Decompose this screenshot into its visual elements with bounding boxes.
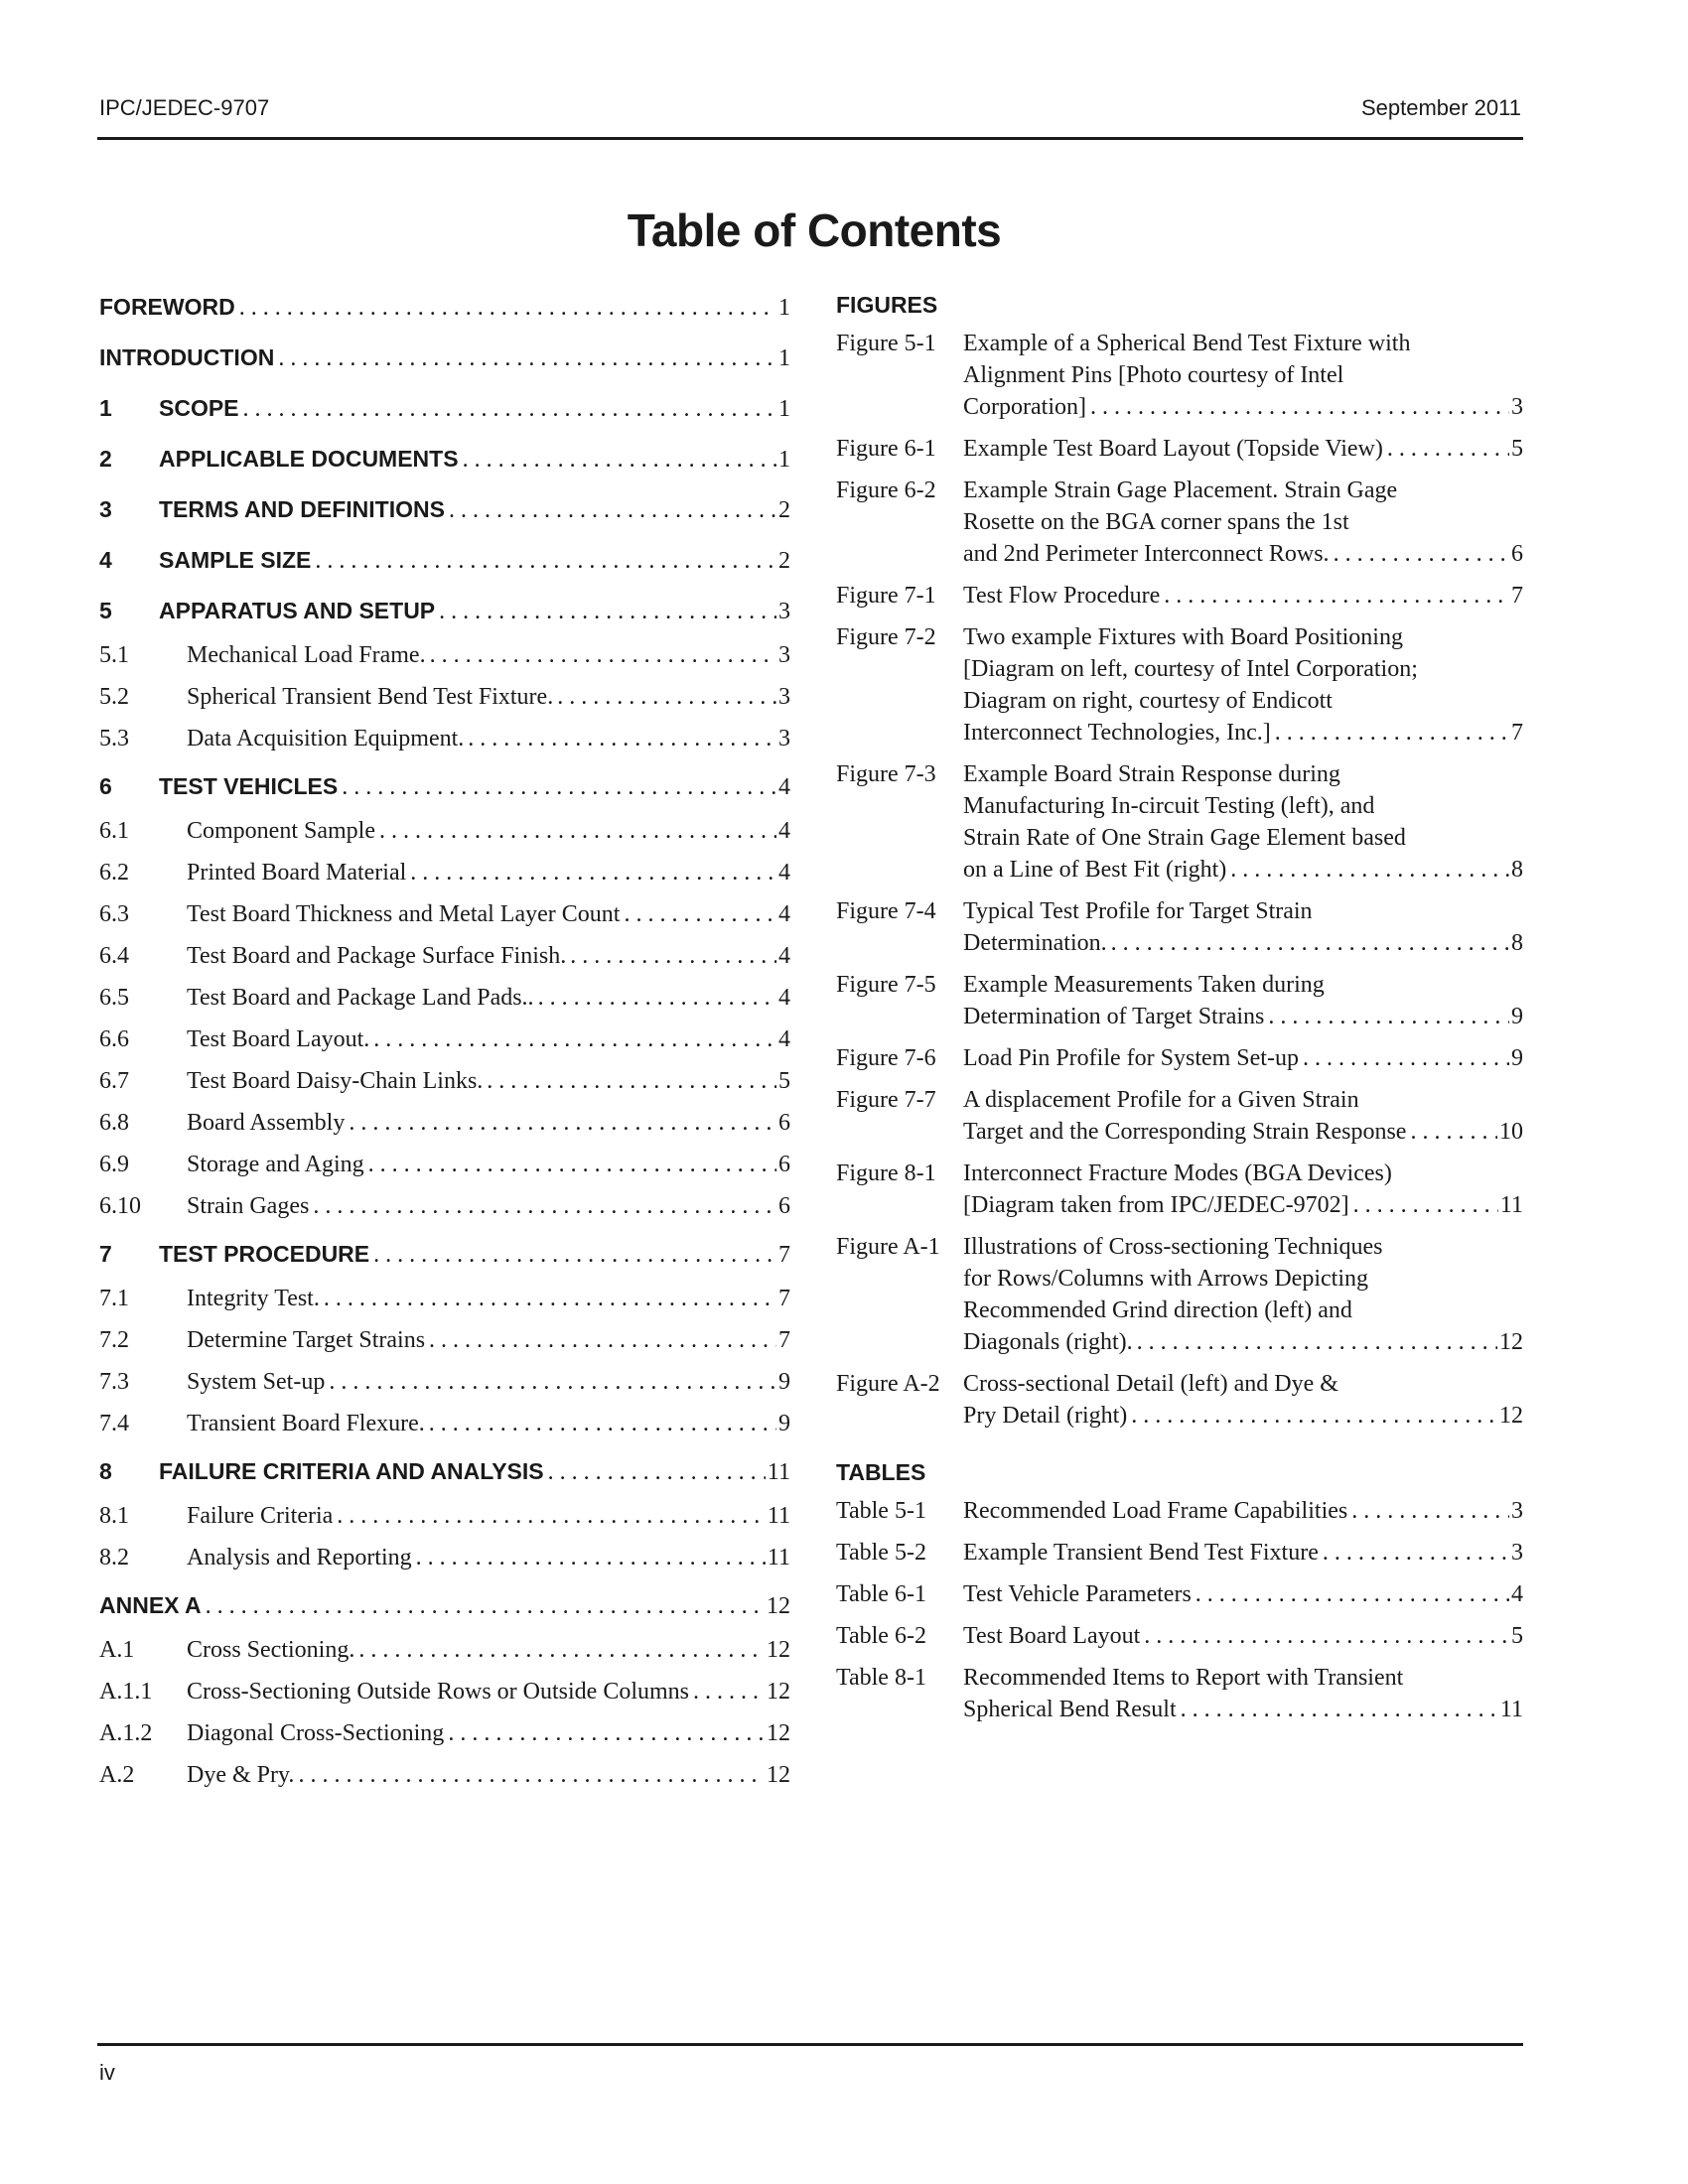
dot-leader [373, 1242, 776, 1269]
entry-caption-line: A displacement Profile for a Given Strain [963, 1087, 1359, 1113]
toc-number: 8 [99, 1458, 112, 1484]
entry-caption-line: Two example Fixtures with Board Positioning [963, 624, 1403, 650]
toc-title: Test Board Layout. [187, 1026, 370, 1052]
toc-title: Transient Board Flexure. [187, 1411, 425, 1436]
toc-entry[interactable] [99, 901, 790, 943]
entry-caption-line: Example Board Strain Response during [963, 761, 1340, 787]
dot-leader [1181, 1694, 1498, 1725]
toc-page: 9 [778, 1411, 790, 1436]
entry-page: 5 [1511, 1623, 1523, 1649]
figures-heading: FIGURES [836, 292, 938, 318]
document-date: September 2011 [1360, 95, 1521, 120]
dot-leader [206, 1593, 765, 1620]
dot-leader [239, 295, 776, 322]
toc-page: 12 [767, 1762, 790, 1788]
dot-leader [1351, 1495, 1509, 1527]
dot-leader [315, 548, 776, 575]
entry-page: 3 [1511, 1540, 1523, 1566]
entry-caption-line: Example Measurements Taken during [963, 972, 1325, 998]
entry-caption-line: Example of a Spherical Bend Test Fixture with [963, 331, 1411, 356]
entry-page: 7 [1511, 720, 1523, 746]
toc-page: 4 [778, 1026, 790, 1052]
entry-caption-line: Recommended Items to Report with Transient [963, 1665, 1404, 1691]
dot-leader [429, 1327, 776, 1354]
toc-entry[interactable] [99, 592, 790, 642]
toc-entry[interactable] [99, 767, 790, 818]
dot-leader [463, 447, 776, 474]
toc-page: 2 [778, 548, 790, 574]
dot-leader [570, 943, 776, 970]
toc-entry[interactable] [99, 541, 790, 592]
dot-leader [313, 1193, 776, 1220]
entry-caption-line: Rosette on the BGA corner spans the 1st [963, 509, 1349, 535]
dot-leader [557, 684, 776, 711]
dot-leader [416, 1545, 766, 1571]
entry-page: 3 [1511, 1498, 1523, 1524]
figure-entry[interactable] [836, 969, 1523, 1032]
dot-leader [429, 1411, 776, 1437]
table-entry[interactable] [836, 1578, 1523, 1610]
toc-title: INTRODUCTION [99, 344, 275, 370]
entry-page: 12 [1499, 1403, 1523, 1429]
toc-number: A.1 [99, 1637, 135, 1663]
entry-page: 11 [1499, 1697, 1523, 1722]
entry-caption-line: Pry Detail (right) [963, 1403, 1128, 1429]
toc-title: Strain Gages [187, 1193, 310, 1219]
toc-page: 1 [778, 447, 790, 473]
toc-page: 6 [778, 1110, 790, 1136]
figure-entry[interactable] [836, 1368, 1523, 1432]
entry-page: 11 [1499, 1192, 1523, 1218]
entry-page: 6 [1511, 541, 1523, 567]
toc-page: 5 [778, 1068, 790, 1094]
toc-number: 8.1 [99, 1503, 129, 1529]
toc-number: 8.2 [99, 1545, 129, 1570]
toc-number: 1 [99, 395, 112, 421]
figure-entry[interactable] [836, 1042, 1523, 1074]
toc-title: Test Board and Package Land Pads.. [187, 985, 534, 1011]
dot-leader [1230, 854, 1509, 886]
toc-title: Data Acquisition Equipment. [187, 726, 465, 751]
toc-entry[interactable] [99, 389, 790, 440]
entry-caption-line: Determination of Target Strains [963, 1004, 1265, 1029]
dot-leader [379, 818, 776, 845]
toc-title: SCOPE [159, 395, 239, 421]
entry-label: Figure 5-1 [836, 331, 936, 356]
toc-number: A.2 [99, 1762, 135, 1788]
toc-number: 5.1 [99, 642, 129, 668]
entry-label: Table 6-2 [836, 1623, 926, 1649]
entry-caption-line: Alignment Pins [Photo courtesy of Intel [963, 362, 1344, 388]
toc-title: Printed Board Material [187, 860, 407, 886]
entry-caption-line: Diagram on right, courtesy of Endicott [963, 688, 1333, 714]
page-number: iv [99, 2060, 115, 2085]
toc-entry[interactable] [99, 1762, 790, 1804]
entry-page: 10 [1499, 1119, 1523, 1145]
toc-number: 3 [99, 496, 112, 522]
toc-entry[interactable] [99, 1026, 790, 1068]
toc-entry[interactable] [99, 1452, 790, 1503]
entry-label: Table 5-1 [836, 1498, 926, 1524]
dot-leader [1268, 1001, 1509, 1032]
toc-entry[interactable] [99, 642, 790, 684]
toc-entry[interactable] [99, 1286, 790, 1327]
toc-number: A.1.2 [99, 1720, 153, 1746]
entry-label: Figure 7-3 [836, 761, 936, 787]
toc-entry[interactable] [99, 1411, 790, 1452]
entry-caption-line: Example Test Board Layout (Topside View) [963, 436, 1383, 462]
table-entry[interactable] [836, 1537, 1523, 1569]
entry-caption-line: Illustrations of Cross-sectioning Techniques [963, 1234, 1383, 1260]
toc-title: APPARATUS AND SETUP [159, 598, 436, 623]
toc-title: Integrity Test. [187, 1286, 320, 1311]
table-entry[interactable] [836, 1620, 1523, 1652]
toc-page: 12 [767, 1720, 790, 1746]
entry-caption-line: Corporation] [963, 394, 1086, 420]
dot-leader [368, 1152, 776, 1178]
toc-entry[interactable] [99, 490, 790, 541]
figure-entry[interactable] [836, 433, 1523, 465]
entry-caption-line: Load Pin Profile for System Set-up [963, 1045, 1299, 1071]
entry-caption-line: Strain Rate of One Strain Gage Element based [963, 825, 1406, 851]
toc-page: 1 [778, 345, 790, 371]
toc-page: 9 [778, 1369, 790, 1395]
entry-caption-line: Interconnect Technologies, Inc.] [963, 720, 1271, 746]
dot-leader [1387, 433, 1509, 465]
toc-entry[interactable] [99, 1503, 790, 1545]
toc-page: 6 [778, 1193, 790, 1219]
toc-title: Storage and Aging [187, 1152, 364, 1177]
toc-title: FOREWORD [99, 294, 235, 320]
dot-leader [1323, 1537, 1509, 1569]
figure-entry[interactable] [836, 580, 1523, 612]
toc-page: 1 [778, 396, 790, 422]
figure-entry[interactable] [836, 1158, 1523, 1221]
toc-entry[interactable] [99, 1193, 790, 1235]
toc-entry[interactable] [99, 339, 790, 389]
entry-label: Figure A-1 [836, 1234, 940, 1260]
dot-leader [487, 1068, 776, 1095]
toc-page: 3 [778, 642, 790, 668]
toc-number: 2 [99, 446, 112, 472]
toc-title: Board Assembly [187, 1110, 346, 1136]
toc-page: 4 [778, 985, 790, 1011]
toc-entry[interactable] [99, 684, 790, 726]
toc-entry[interactable] [99, 288, 790, 339]
document-id: IPC/JEDEC-9707 [99, 95, 270, 120]
toc-page: 12 [767, 1679, 790, 1705]
toc-page: 3 [778, 599, 790, 624]
toc-page: 11 [767, 1503, 790, 1529]
dot-leader [548, 1459, 766, 1486]
dot-leader [1303, 1042, 1509, 1074]
toc-number: 7.4 [99, 1411, 129, 1436]
toc-title: TEST PROCEDURE [159, 1241, 370, 1267]
entry-page: 9 [1511, 1045, 1523, 1071]
figure-entry[interactable] [836, 1084, 1523, 1148]
toc-entry[interactable] [99, 1720, 790, 1762]
toc-title: APPLICABLE DOCUMENTS [159, 446, 459, 472]
dot-leader [538, 985, 776, 1012]
dot-leader [468, 726, 776, 752]
toc-number: 5.3 [99, 726, 129, 751]
figure-entry[interactable] [836, 621, 1523, 749]
toc-number: 6.10 [99, 1193, 141, 1219]
toc-entry[interactable] [99, 1110, 790, 1152]
entry-caption-line: Target and the Corresponding Strain Response [963, 1119, 1407, 1145]
toc-title: Test Board Daisy-Chain Links. [187, 1068, 484, 1094]
toc-number: 5 [99, 598, 112, 623]
toc-number: 6.1 [99, 818, 129, 844]
toc-page: 4 [778, 774, 790, 800]
dot-leader [243, 396, 776, 423]
dot-leader [624, 901, 776, 928]
dot-leader [410, 860, 776, 887]
figure-entry[interactable] [836, 1231, 1523, 1358]
toc-title: Dye & Pry. [187, 1762, 295, 1788]
dot-leader [349, 1110, 776, 1137]
toc-title: SAMPLE SIZE [159, 547, 312, 573]
toc-title: Spherical Transient Bend Test Fixture. [187, 684, 554, 710]
dot-leader [298, 1762, 765, 1789]
toc-page: 4 [778, 860, 790, 886]
entry-page: 5 [1511, 436, 1523, 462]
page-header [97, 91, 1523, 140]
toc-lists [836, 288, 1523, 1735]
toc-page: 12 [767, 1637, 790, 1663]
toc-number: 6.2 [99, 860, 129, 886]
toc-page: 7 [778, 1286, 790, 1311]
dot-leader [1275, 717, 1509, 749]
entry-page: 3 [1511, 394, 1523, 420]
entry-caption-line: Typical Test Profile for Target Strain [963, 898, 1313, 924]
toc-page: 3 [778, 726, 790, 751]
entry-label: Figure 6-2 [836, 478, 936, 503]
entry-caption-line: Test Vehicle Parameters [963, 1581, 1192, 1607]
toc-number: 4 [99, 547, 112, 573]
entry-page: 7 [1511, 583, 1523, 609]
toc-page: 11 [767, 1459, 790, 1485]
toc-title: Cross Sectioning. [187, 1637, 355, 1663]
toc-title: System Set-up [187, 1369, 326, 1395]
toc-entry[interactable] [99, 726, 790, 767]
dot-leader [342, 774, 776, 801]
toc-page: 2 [778, 497, 790, 523]
entry-caption-line: Example Transient Bend Test Fixture [963, 1540, 1319, 1566]
entry-label: Figure 7-7 [836, 1087, 936, 1113]
toc-entry[interactable] [99, 1679, 790, 1720]
dot-leader [1334, 538, 1509, 570]
table-entry[interactable] [836, 1495, 1523, 1527]
figure-entry[interactable] [836, 475, 1523, 570]
entry-label: Figure 8-1 [836, 1160, 936, 1186]
figure-entry[interactable] [836, 895, 1523, 959]
entry-label: Figure A-2 [836, 1371, 940, 1397]
toc-title: Failure Criteria [187, 1503, 334, 1529]
dot-leader [1137, 1326, 1497, 1358]
entry-label: Table 6-1 [836, 1581, 926, 1607]
dot-leader [278, 345, 776, 372]
toc-title: Analysis and Reporting [187, 1545, 412, 1570]
toc-page: 3 [778, 684, 790, 710]
toc-number: 6.8 [99, 1110, 129, 1136]
figures-list [836, 328, 1523, 1432]
entry-caption-line: and 2nd Perimeter Interconnect Rows. [963, 541, 1330, 567]
entry-caption-line: Test Flow Procedure [963, 583, 1161, 609]
entry-page: 4 [1511, 1581, 1523, 1607]
toc-title: FAILURE CRITERIA AND ANALYSIS [159, 1458, 544, 1484]
toc-number: 5.2 [99, 684, 129, 710]
dot-leader [439, 599, 776, 625]
toc-number: A.1.1 [99, 1679, 153, 1705]
dot-leader [337, 1503, 766, 1530]
entry-caption-line: Cross-sectional Detail (left) and Dye & [963, 1371, 1338, 1397]
entry-caption-line: on a Line of Best Fit (right) [963, 857, 1227, 883]
dot-leader [373, 1026, 776, 1053]
toc-sections [99, 288, 790, 1804]
toc-entry[interactable] [99, 1545, 790, 1586]
toc-number: 7.2 [99, 1327, 129, 1353]
entry-caption-line: [Diagram taken from IPC/JEDEC-9702] [963, 1192, 1349, 1218]
entry-caption-line: Test Board Layout [963, 1623, 1141, 1649]
entry-label: Figure 7-1 [836, 583, 936, 609]
toc-page: 7 [778, 1242, 790, 1268]
entry-page: 9 [1511, 1004, 1523, 1029]
toc-page: 1 [778, 295, 790, 321]
entry-label: Figure 6-1 [836, 436, 936, 462]
tables-list [836, 1495, 1523, 1725]
entry-caption-line: Manufacturing In-circuit Testing (left), and [963, 793, 1375, 819]
entry-page: 12 [1499, 1329, 1523, 1355]
toc-number: 7.1 [99, 1286, 129, 1311]
toc-number: 7.3 [99, 1369, 129, 1395]
dot-leader [1131, 1400, 1497, 1432]
page-footer [97, 2043, 1523, 2085]
toc-title: Mechanical Load Frame. [187, 642, 426, 668]
toc-entry[interactable] [99, 1586, 790, 1637]
dot-leader [329, 1369, 776, 1396]
figure-entry[interactable] [836, 328, 1523, 423]
toc-title: ANNEX A [99, 1592, 202, 1618]
entry-label: Figure 7-6 [836, 1045, 936, 1071]
entry-page: 8 [1511, 857, 1523, 883]
entry-page: 8 [1511, 930, 1523, 956]
entry-label: Figure 7-4 [836, 898, 936, 924]
toc-number: 6.4 [99, 943, 129, 969]
dot-leader [448, 1720, 765, 1747]
dot-leader [693, 1679, 765, 1706]
toc-page: 6 [778, 1152, 790, 1177]
entry-caption-line: [Diagram on left, courtesy of Intel Corporation; [963, 656, 1418, 682]
toc-entry[interactable] [99, 1327, 790, 1369]
toc-page: 12 [767, 1593, 790, 1619]
toc-entry[interactable] [99, 985, 790, 1026]
toc-title: TEST VEHICLES [159, 773, 339, 799]
dot-leader [1410, 1116, 1497, 1148]
toc-entry[interactable] [99, 943, 790, 985]
dot-leader [1090, 391, 1509, 423]
dot-leader [1164, 580, 1509, 612]
entry-caption-line: Example Strain Gage Placement. Strain Gage [963, 478, 1398, 503]
toc-title: Determine Target Strains [187, 1327, 426, 1353]
toc-entry[interactable] [99, 1152, 790, 1193]
entry-label: Figure 7-5 [836, 972, 936, 998]
toc-page: 4 [778, 818, 790, 844]
toc-page: 4 [778, 901, 790, 927]
toc-entry[interactable] [99, 440, 790, 490]
toc-number: 6.9 [99, 1152, 129, 1177]
toc-number: 6.6 [99, 1026, 129, 1052]
dot-leader [1353, 1189, 1498, 1221]
toc-page: 11 [767, 1545, 790, 1570]
toc-number: 6.5 [99, 985, 129, 1011]
toc-page: 4 [778, 943, 790, 969]
dot-leader [430, 642, 776, 669]
dot-leader [449, 497, 776, 524]
dot-leader [1144, 1620, 1509, 1652]
toc-number: 6 [99, 773, 112, 799]
toc-entry[interactable] [99, 1068, 790, 1110]
dot-leader [324, 1286, 776, 1312]
toc-title: TERMS AND DEFINITIONS [159, 496, 445, 522]
table-entry[interactable] [836, 1662, 1523, 1725]
dot-leader [1196, 1578, 1509, 1610]
toc-number: 6.3 [99, 901, 129, 927]
page-title: Table of Contents [627, 205, 1002, 256]
entry-caption-line: Recommended Grind direction (left) and [963, 1297, 1352, 1323]
entry-label: Figure 7-2 [836, 624, 936, 650]
toc-entry[interactable] [99, 860, 790, 901]
toc-title: Test Board Thickness and Metal Layer Count [187, 901, 621, 927]
toc-page: 7 [778, 1327, 790, 1353]
figure-entry[interactable] [836, 758, 1523, 886]
dot-leader [358, 1637, 765, 1664]
toc-number: 6.7 [99, 1068, 129, 1094]
tables-heading: TABLES [836, 1459, 926, 1485]
entry-caption-line: Recommended Load Frame Capabilities [963, 1498, 1348, 1524]
entry-caption-line: Diagonals (right). [963, 1329, 1133, 1355]
toc-title: Cross-Sectioning Outside Rows or Outside Columns [187, 1679, 690, 1705]
entry-caption-line: for Rows/Columns with Arrows Depicting [963, 1266, 1368, 1292]
toc-title: Test Board and Package Surface Finish. [187, 943, 567, 969]
entry-caption-line: Interconnect Fracture Modes (BGA Devices) [963, 1160, 1392, 1186]
entry-caption-line: Determination. [963, 930, 1107, 956]
entry-label: Table 8-1 [836, 1665, 926, 1691]
toc-entry[interactable] [99, 1235, 790, 1286]
toc-title: Diagonal Cross-Sectioning [187, 1720, 445, 1746]
entry-caption-line: Spherical Bend Result [963, 1697, 1177, 1722]
toc-entry[interactable] [99, 1637, 790, 1679]
entry-label: Table 5-2 [836, 1540, 926, 1566]
toc-entry[interactable] [99, 1369, 790, 1411]
toc-entry[interactable] [99, 818, 790, 860]
dot-leader [1111, 927, 1509, 959]
toc-title: Component Sample [187, 818, 375, 844]
toc-number: 7 [99, 1241, 112, 1267]
